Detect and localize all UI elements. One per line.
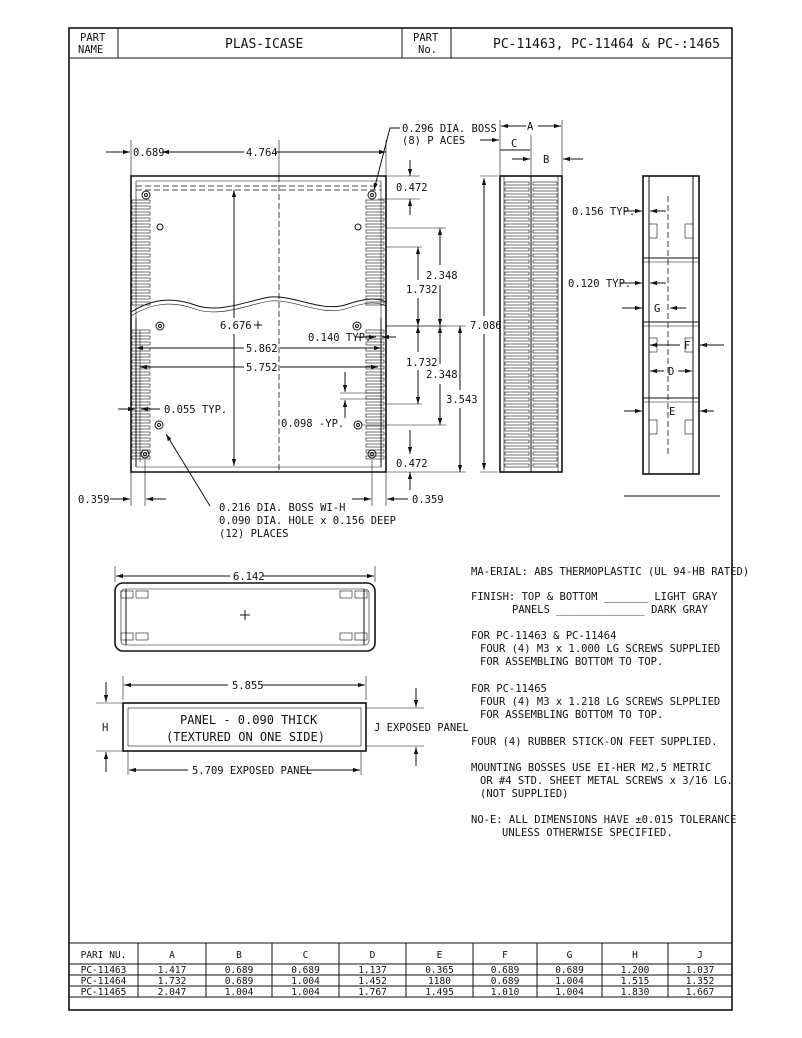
part-name-label-1: PART — [80, 32, 106, 44]
table-header-cell: G — [566, 950, 573, 961]
table-cell: 0.689 — [291, 965, 320, 976]
table-cell: PC-11464 — [80, 976, 127, 987]
part-no-label-2: No. — [418, 44, 437, 56]
dim-5752: 5.752 — [246, 362, 278, 374]
panel-view — [96, 676, 469, 777]
boss-note-2: 0.090 DIA. HOLE x 0.156 DEEP — [219, 515, 397, 527]
boss-callout-1: 0.296 DIA. BOSS — [402, 123, 497, 135]
table-cell: 0.689 — [555, 965, 584, 976]
part-no-label-1: PART — [413, 32, 439, 44]
side-view — [470, 120, 583, 472]
dim-0359-left: 0.359 — [78, 494, 110, 506]
dim-1732-upper: 1.732 — [406, 284, 438, 296]
note-material: MA-ERIAL: ABS THERMOPLASTIC (UL 94-HB RATED) — [471, 566, 750, 578]
note-tolerance-1: NO-E: ALL DIMENSIONS HAVE ±0.015 TOLERANCE — [471, 814, 737, 826]
dim-bottom-0472: 0.472 — [396, 458, 428, 470]
front-view — [78, 123, 497, 540]
table-cell: 0.689 — [490, 976, 520, 987]
boss-note-3: (12) PLACES — [219, 528, 289, 540]
dim-b: B — [543, 154, 550, 166]
table-cell: 0.689 — [224, 965, 254, 976]
note-tolerance-2: UNLESS OTHERWISE SPECIFIED. — [502, 827, 673, 839]
note-mount-3: (NOT SUPPLIED) — [480, 788, 569, 800]
table-header-cell: E — [436, 950, 443, 961]
note-pc11465-3: FOR ASSEMBLING BOTTOM TO TOP. — [480, 709, 664, 721]
dim-2348-upper: 2.348 — [426, 270, 458, 282]
note-finish-1: FINISH: TOP & BOTTOM _______ LIGHT GRAY — [471, 591, 718, 603]
note-pc11465-2: FOUR (4) M3 x 1.218 LG SCREWS SLPPLIED — [480, 696, 721, 708]
dim-3543: 3.543 — [446, 394, 478, 406]
note-pc11463-1: FOR PC-11463 & PC-11464 — [471, 630, 617, 642]
table-header-cell: D — [369, 950, 376, 961]
table-cell: 1.515 — [620, 976, 650, 987]
note-pc11463-2: FOUR (4) M3 x 1.000 LG SCREWS SUPPLIED — [480, 643, 721, 655]
dim-1732-lower: 1.732 — [406, 357, 438, 369]
note-pc11465-1: FOR PC-11465 — [471, 683, 547, 695]
table-cell: PC-11463 — [80, 965, 127, 976]
dim-top-0472: 0.472 — [396, 182, 428, 194]
section-view — [568, 176, 724, 496]
table-cell: 1.417 — [157, 965, 187, 976]
dim-0140-typ: 0.140 TYP. — [308, 332, 372, 344]
notes — [471, 566, 749, 839]
note-pc11463-3: FOR ASSEMBLING BOTTOM TO TOP. — [480, 656, 664, 668]
table-header-cell: J — [697, 950, 703, 961]
dim-6676: 6.676 — [220, 320, 252, 332]
table-header-cell: A — [169, 950, 175, 961]
label-f: F — [684, 340, 691, 352]
table-cell: 1180 — [428, 976, 451, 987]
dim-5855: 5.855 — [232, 680, 264, 692]
dimension-table — [69, 943, 732, 998]
table-cell: 1.830 — [620, 987, 650, 998]
note-finish-2: PANELS ______________ DARK GRAY — [512, 604, 708, 616]
dim-0098-typ: 0.098 -YP. — [281, 418, 345, 430]
table-cell: 2.047 — [157, 987, 187, 998]
table-header-cell: C — [302, 950, 309, 961]
table-cell: 1.137 — [358, 965, 387, 976]
table-cell: 1.452 — [358, 976, 387, 987]
table-cell: 1.352 — [685, 976, 715, 987]
table-cell: 1.004 — [555, 976, 584, 987]
note-mount-2: OR #4 STD. SHEET METAL SCREWS x 3/16 LG. — [480, 775, 733, 787]
label-e: E — [669, 406, 676, 418]
note-feet: FOUR (4) RUBBER STICK-ON FEET SUPPLIED. — [471, 736, 718, 748]
table-cell: 1.037 — [685, 965, 715, 976]
panel-line-1: PANEL - 0.090 THICK — [180, 713, 318, 727]
dim-0120-typ: 0.120 TYP. — [568, 278, 632, 290]
panel-line-2: (TEXTURED ON ONE SIDE) — [166, 730, 325, 744]
dim-0055-typ: 0.055 TYP. — [164, 404, 228, 416]
boss-callout-2: (8) P ACES — [402, 135, 466, 147]
table-cell: 1.732 — [157, 976, 187, 987]
table-cell: 0.689 — [490, 965, 520, 976]
table-cell: 1.767 — [358, 987, 387, 998]
table-cell: 1.004 — [224, 987, 254, 998]
dim-4764: 4.764 — [246, 147, 278, 159]
part-name-label-2: NAME — [78, 44, 104, 56]
dim-a: A — [527, 121, 534, 133]
table-cell: 1.004 — [291, 987, 320, 998]
dim-c: C — [511, 138, 518, 150]
table-header-cell: PARI NU. — [80, 950, 127, 961]
dim-0359-right: 0.359 — [412, 494, 444, 506]
dim-7086: 7.086 — [470, 320, 502, 332]
table-cell: 1.495 — [425, 987, 454, 998]
note-mount-1: MOUNTING BOSSES USE EI-HER M2.5 METRIC — [471, 762, 712, 774]
table-header-cell: B — [236, 950, 242, 961]
table-cell: 1.667 — [685, 987, 715, 998]
part-no-value: PC-11463, PC-11464 & PC-:1465 — [493, 37, 720, 52]
label-h: H — [102, 722, 109, 734]
table-cell: 1.010 — [490, 987, 520, 998]
table-cell: 1.200 — [620, 965, 650, 976]
table-header-cell: H — [632, 950, 638, 961]
title-block — [69, 28, 732, 58]
dim-2348-lower: 2.348 — [426, 369, 458, 381]
label-j: J EXPOSED PANEL — [374, 722, 469, 734]
dim-0156-typ: 0.156 TYP. — [572, 206, 636, 218]
table-cell: 0.365 — [425, 965, 454, 976]
table-cell: 1.004 — [291, 976, 320, 987]
dim-6142: 6.142 — [233, 571, 265, 583]
table-header-cell: F — [502, 950, 508, 961]
dim-5862: 5.862 — [246, 343, 278, 355]
boss-note-1: 0.216 DIA. BOSS WI-H — [219, 502, 346, 514]
label-g: G — [654, 303, 661, 315]
label-d: D — [668, 366, 675, 378]
part-name-value: PLAS-ICASE — [225, 37, 304, 52]
dim-5709: 5.709 EXPOSED PANEL — [192, 765, 313, 777]
table-cell: PC-11465 — [80, 987, 127, 998]
table-cell: 0.689 — [224, 976, 254, 987]
end-view — [115, 566, 375, 651]
table-cell: 1.004 — [555, 987, 584, 998]
dim-0689: 0.689 — [133, 147, 165, 159]
